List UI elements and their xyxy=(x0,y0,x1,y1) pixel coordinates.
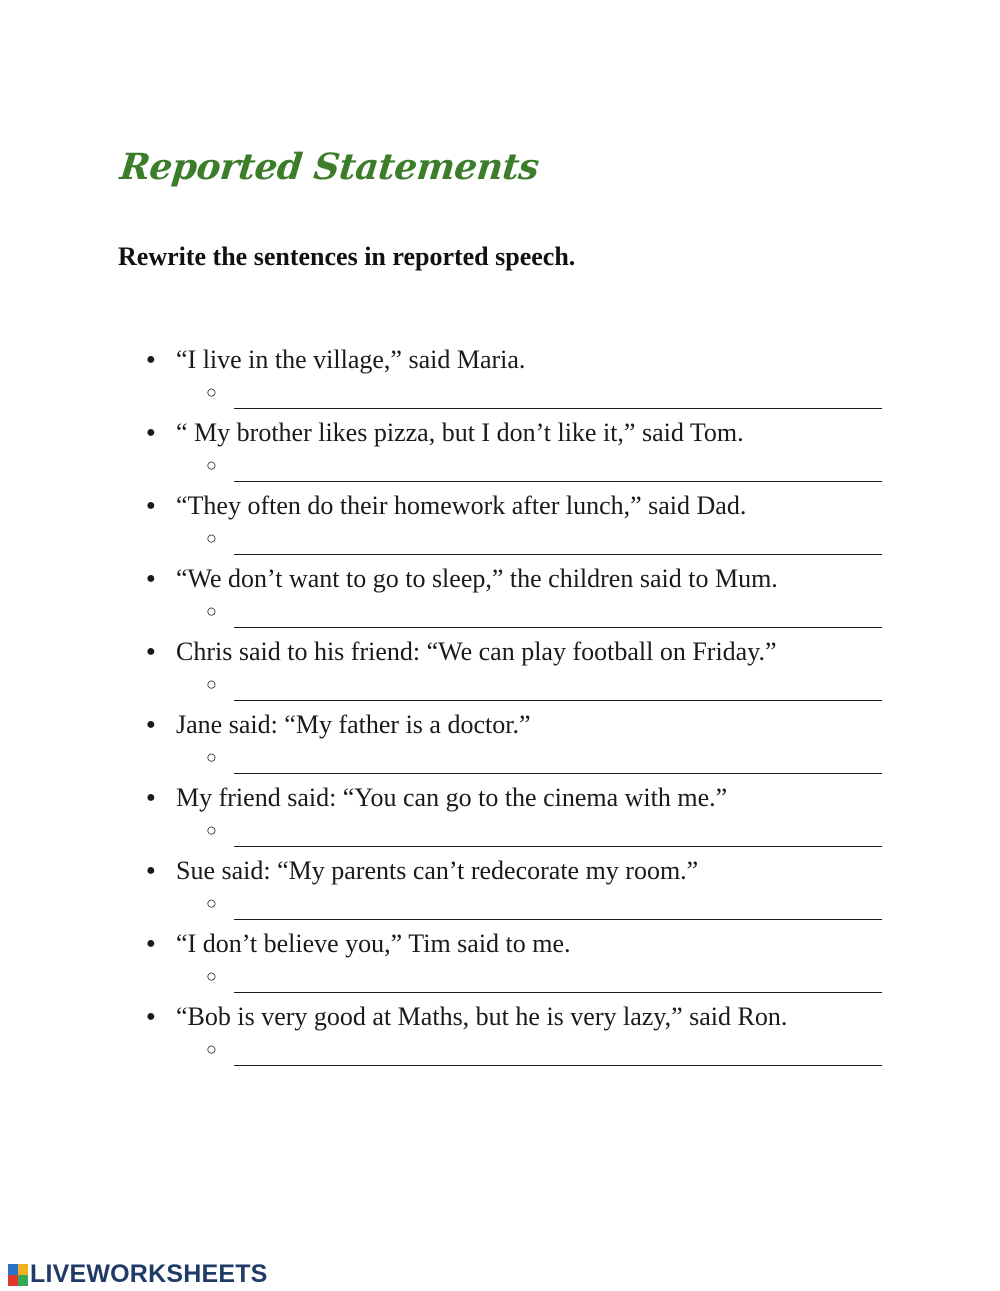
exercise-sentence: “ My brother likes pizza, but I don’t like it,” said Tom. xyxy=(176,418,744,447)
answer-input[interactable] xyxy=(234,745,882,774)
exercise-sentence: My friend said: “You can go to the cinema with me.” xyxy=(176,783,728,812)
circle-bullet-icon: ○ xyxy=(206,455,217,475)
exercise-item-4 xyxy=(146,560,886,633)
circle-bullet-icon: ○ xyxy=(206,893,217,913)
bullet-icon: ● xyxy=(146,497,156,514)
answer-input[interactable] xyxy=(234,599,882,628)
exercise-sentence: Chris said to his friend: “We can play football on Friday.” xyxy=(176,637,777,666)
circle-bullet-icon: ○ xyxy=(206,601,217,621)
exercise-sentence: “They often do their homework after lunch,” said Dad. xyxy=(176,491,747,520)
answer-input[interactable] xyxy=(234,672,882,701)
exercise-item-5 xyxy=(146,633,886,706)
bullet-icon: ● xyxy=(146,935,156,952)
exercise-item-9 xyxy=(146,925,886,998)
bullet-icon: ● xyxy=(146,789,156,806)
circle-bullet-icon: ○ xyxy=(206,747,217,767)
circle-bullet-icon: ○ xyxy=(206,528,217,548)
liveworksheets-logo xyxy=(8,1260,268,1289)
circle-bullet-icon: ○ xyxy=(206,382,217,402)
bullet-icon: ● xyxy=(146,1008,156,1025)
liveworksheets-logo-icon xyxy=(8,1264,28,1286)
circle-bullet-icon: ○ xyxy=(206,674,217,694)
answer-input[interactable] xyxy=(234,1037,882,1066)
exercise-item-6 xyxy=(146,706,886,779)
exercise-item-10 xyxy=(146,998,886,1071)
answer-input[interactable] xyxy=(234,818,882,847)
circle-bullet-icon: ○ xyxy=(206,966,217,986)
answer-input[interactable] xyxy=(234,453,882,482)
instructions-text: Rewrite the sentences in reported speech. xyxy=(118,242,576,271)
exercise-sentence: Jane said: “My father is a doctor.” xyxy=(176,710,531,739)
exercise-item-8 xyxy=(146,852,886,925)
answer-input[interactable] xyxy=(234,891,882,920)
exercise-sentence: “Bob is very good at Maths, but he is very lazy,” said Ron. xyxy=(176,1002,788,1031)
bullet-icon: ● xyxy=(146,351,156,368)
worksheet-title: Reported Statements xyxy=(118,146,541,188)
bullet-icon: ● xyxy=(146,716,156,733)
bullet-icon: ● xyxy=(146,424,156,441)
bullet-icon: ● xyxy=(146,643,156,660)
exercise-item-2 xyxy=(146,414,886,487)
answer-input[interactable] xyxy=(234,964,882,993)
exercise-item-7 xyxy=(146,779,886,852)
exercise-sentence: “I live in the village,” said Maria. xyxy=(176,345,526,374)
circle-bullet-icon: ○ xyxy=(206,820,217,840)
answer-input[interactable] xyxy=(234,526,882,555)
exercise-sentence: “We don’t want to go to sleep,” the children said to Mum. xyxy=(176,564,778,593)
bullet-icon: ● xyxy=(146,570,156,587)
bullet-icon: ● xyxy=(146,862,156,879)
exercise-list xyxy=(146,341,886,1071)
exercise-item-1 xyxy=(146,341,886,414)
exercise-item-3 xyxy=(146,487,886,560)
logo-text: LIVEWORKSHEETS xyxy=(30,1260,268,1288)
exercise-sentence: “I don’t believe you,” Tim said to me. xyxy=(176,929,571,958)
answer-input[interactable] xyxy=(234,380,882,409)
exercise-sentence: Sue said: “My parents can’t redecorate my room.” xyxy=(176,856,699,885)
circle-bullet-icon: ○ xyxy=(206,1039,217,1059)
